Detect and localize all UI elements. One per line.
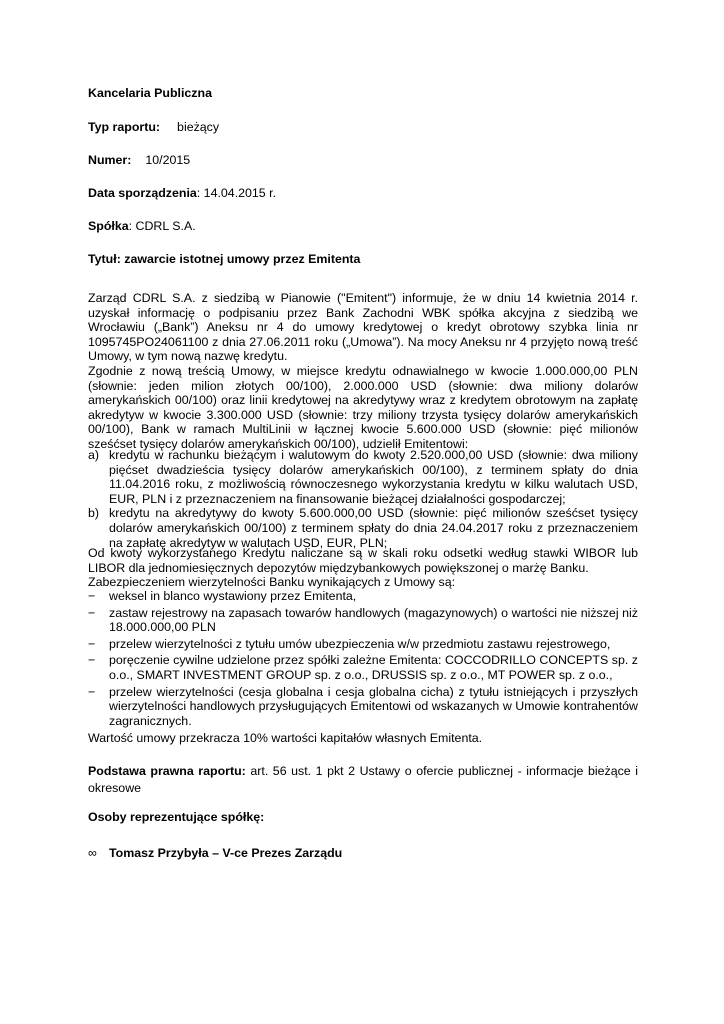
report-title-label: Tytuł (88, 252, 117, 266)
legal-basis-paragraph (88, 763, 638, 796)
dash-icon: − (88, 684, 96, 699)
interest-paragraph: Od kwoty wykorzystanego Kredytu naliczane są w skali roku odsetki według stawki WIBOR lub LIBOR dla jednomiesięcznych depozytów międzybankowych powiększonej o marżę Banku. (88, 546, 638, 575)
intro-paragraph: Zarząd CDRL S.A. z siedzibą w Pianowie ("Emitent") informuje, że w dniu 14 kwietnia 2014 r. uzyskał informację o podpisaniu przez Bank Zachodni WBK spółka akcyjna z siedzibą we Wrocławiu („Bank”) Aneksu nr 4 do umowy kredytowej o kredyt obrotowy szybka linia nr 1095745PO24061100 z dnia 27.06.2011 roku („Umowa”). Na mocy Aneksu nr 4 przyjęto nową treść Umowy, w tym nową nazwę kredytu. (88, 291, 638, 364)
security-text: weksel in blanco wystawiony przez Emitenta, (109, 589, 357, 603)
report-type-row (88, 120, 219, 135)
security-text: zastaw rejestrowy na zapasach towarów handlowych (magazynowych) o wartości nie niższej niż 18.000.000,00 PLN (109, 605, 638, 635)
credit-marker: a) (88, 448, 100, 462)
company-value: : CDRL S.A. (128, 219, 196, 233)
credit-text: kredytu na akredytywy do kwoty 5.600.000,00 USD (słownie: pięć milionów sześćset tysięcy dolarów amerykańskich 00/100) z terminem spłaty do dnia 24.04.2017 roku z przeznaczeniem na zapłatę akredytyw w walutach USD, EUR, PLN; (109, 506, 638, 550)
credit-list (88, 448, 638, 550)
report-type-value: bieżący (177, 120, 220, 134)
legal-basis-text: art. 56 ust. 1 pkt 2 Ustawy o ofercie publicznej - informacje bieżące i okresowe (88, 764, 638, 795)
representatives-heading: Osoby reprezentujące spółkę: (88, 810, 265, 824)
security-item (88, 685, 638, 729)
value-note: Wartość umowy przekracza 10% wartości kapitałów własnych Emitenta. (88, 731, 483, 745)
report-date-label: Data sporządzenia (88, 186, 197, 200)
company-label: Spółka (88, 219, 129, 233)
security-text: poręczenie cywilne udzielone przez spółki zależne Emitenta: COCCODRILLO CONCEPTS sp. z o.o., SMART INVESTMENT GROUP sp. z o.o., DRUSSIS sp. z o.o., MT POWER sp. z o.o., (109, 653, 638, 682)
security-item (88, 589, 638, 604)
dash-icon: − (88, 605, 96, 620)
security-item (88, 606, 638, 635)
security-item (88, 637, 638, 652)
terms-paragraph: Zgodnie z nową treścią Umowy, w miejsce kredytu odnawialnego w kwocie 1.000.000,00 PLN (słownie: jeden milion złotych 00/100), 2.000.000 USD (słownie: dwa miliony dolarów amerykańskich 00/100) oraz linii kredytowej na akredytywy wraz z kredytem obrotowym na zapłatę akredytyw w kwocie 3.300.000 USD (słownie: trzy miliony trzysta tysięcy dolarów amerykańskich 00/100), Bank w ramach MultiLinii w łącznej kwocie 5.600.000 USD (słownie: pięć milionów sześćset tysięcy dolarów amerykańskich 00/100), udzielił Emitentowi: (88, 364, 638, 451)
legal-basis-label: Podstawa prawna raportu: (88, 764, 246, 778)
report-type-label: Typ raportu: (88, 120, 161, 134)
security-item (88, 653, 638, 682)
credit-text: kredytu w rachunku bieżącym i walutowym do kwoty 2.520.000,00 USD (słownie: dwa miliony pięćset dwadzieścia tysięcy dolarów amerykańskich 00/100), z terminem spłaty do dnia 11.04.2016 roku, z możliwością równoczesnego wykorzystania kredytu w kilku walutach USD, EUR, PLN i z przeznaczeniem na finansowanie bieżącej działalności gospodarczej; (109, 448, 638, 506)
dash-icon: − (88, 636, 96, 651)
security-intro: Zabezpieczeniem wierzytelności Banku wynikających z Umowy są: (88, 575, 456, 589)
report-title-row (88, 252, 360, 267)
security-text: przelew wierzytelności z tytułu umów ubezpieczenia w/w przedmiotu zastawu rejestrowego, (109, 636, 611, 651)
representative-name: Tomasz Przybyła – V-ce Prezes Zarządu (109, 846, 343, 860)
office-name: Kancelaria Publiczna (88, 86, 212, 100)
credit-item (88, 448, 638, 506)
credit-item (88, 506, 638, 550)
report-title-value: : zawarcie istotnej umowy przez Emitenta (116, 252, 361, 266)
dash-icon: − (88, 653, 96, 668)
security-list (88, 589, 638, 728)
report-number-row (88, 153, 190, 168)
credit-marker: b) (88, 506, 100, 521)
company-row (88, 219, 196, 234)
representative-item (88, 846, 342, 861)
dash-icon: − (88, 589, 96, 603)
report-date-row (88, 186, 276, 201)
security-text: przelew wierzytelności (cesja globalna i cesja globalna cicha) z tytułu istniejących i przyszłych wierzytelności handlowych przysługujących Emitentowi od wskazanych w Umowie kontrahentów zagranicznych. (109, 684, 638, 728)
infinity-bullet-icon: ∞ (88, 846, 97, 860)
report-number-label: Numer: (88, 153, 132, 167)
report-date-value: : 14.04.2015 r. (196, 186, 277, 200)
report-number-value: 10/2015 (145, 153, 191, 167)
